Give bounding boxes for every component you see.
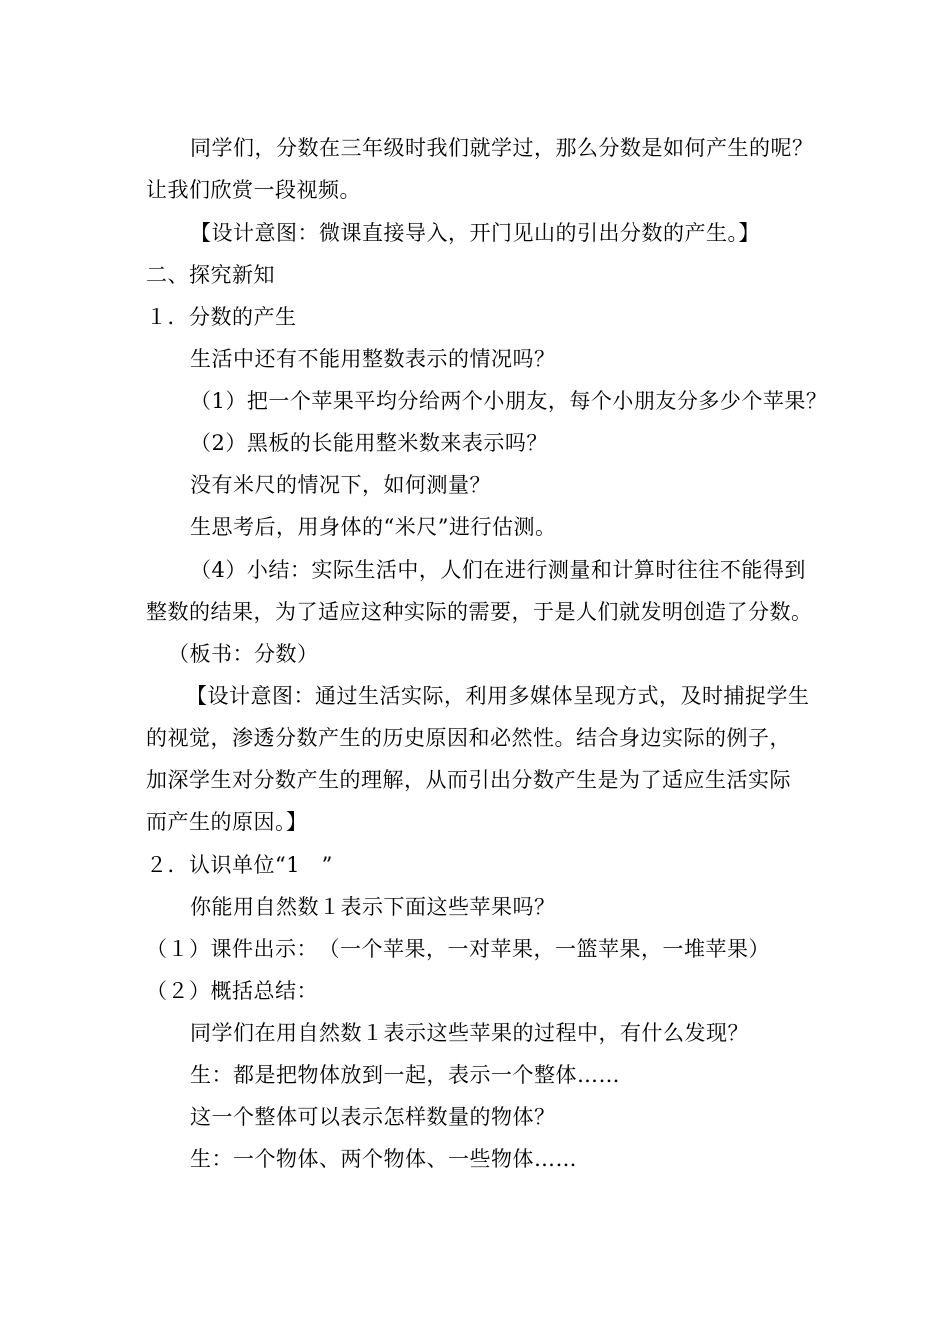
board-note-line: （板书：分数） — [168, 642, 319, 666]
summary-line-2: 整数的结果，为了适应这种实际的需要，于是人们就发明创造了分数。 — [146, 600, 813, 624]
natural-number-question: 你能用自然数１表示下面这些苹果吗？ — [190, 895, 556, 919]
design-intent-2-line-3: 加深学生对分数产生的理解，从而引出分数产生是为了适应生活实际 — [146, 768, 791, 792]
design-intent-2-line-4: 而产生的原因。】 — [146, 810, 308, 834]
courseware-line: （１）课件出示： （一个苹果，一对苹果，一篮苹果，一堆苹果） — [146, 937, 770, 961]
whole-question-line: 这一个整体可以表示怎样数量的物体？ — [190, 1105, 556, 1129]
design-intent-1: 【设计意图：微课直接导入，开门见山的引出分数的产生。】 — [190, 221, 760, 245]
item-2-line: （2）黑板的长能用整米数来表示吗？ — [190, 431, 548, 455]
student-answer-1-line: 生：都是把物体放到一起，表示一个整体…… — [190, 1063, 620, 1087]
paragraph-intro-line-2: 让我们欣赏一段视频。 — [146, 178, 361, 202]
question-line: 生活中还有不能用整数表示的情况吗？ — [190, 347, 556, 371]
student-estimate-line: 生思考后，用身体的“米尺”进行估测。 — [190, 515, 557, 539]
subsection-heading-1: １．分数的产生 — [146, 305, 297, 329]
generalize-line: （２）概括总结： — [146, 979, 318, 1003]
paragraph-intro-line-1: 同学们，分数在三年级时我们就学过，那么分数是如何产生的呢？ — [190, 136, 814, 160]
student-answer-2-line: 生：一个物体、两个物体、一些物体…… — [190, 1147, 577, 1171]
section-heading-explore: 二、探究新知 — [146, 263, 275, 287]
design-intent-2-line-2: 的视觉，渗透分数产生的历史原因和必然性。结合身边实际的例子， — [146, 726, 791, 750]
design-intent-2-line-1: 【设计意图：通过生活实际，利用多媒体呈现方式，及时捕捉学生 — [186, 684, 810, 708]
subsection-heading-2: ２．认识单位“1 ” — [146, 853, 333, 877]
item-1-line: （1）把一个苹果平均分给两个小朋友，每个小朋友分多少个苹果？ — [190, 389, 828, 413]
summary-line-1: （4）小结：实际生活中，人们在进行测量和计算时往往不能得到 — [190, 558, 806, 582]
discovery-question-line: 同学们在用自然数１表示这些苹果的过程中，有什么发现？ — [190, 1021, 749, 1045]
measure-question-line: 没有米尺的情况下，如何测量？ — [190, 473, 491, 497]
